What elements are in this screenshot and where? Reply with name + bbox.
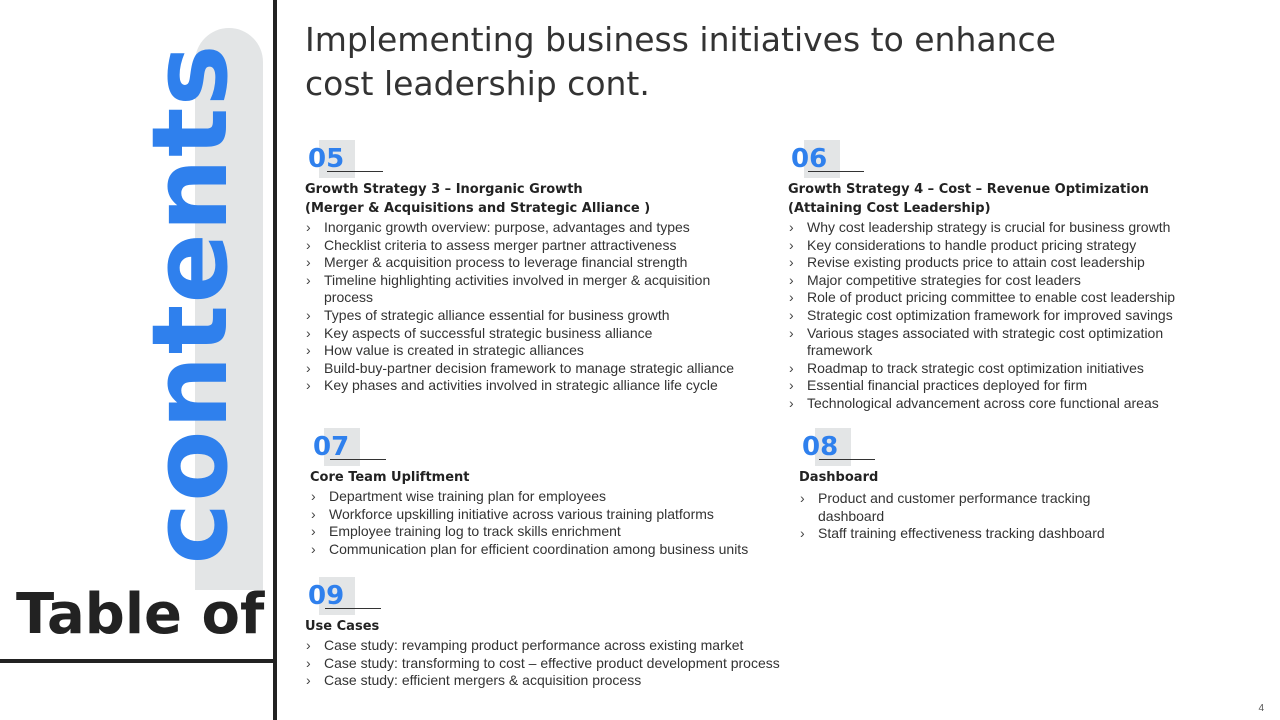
list-item xyxy=(788,395,1208,413)
section-item-list xyxy=(305,637,825,690)
list-item-text: Types of strategic alliance essential for business growth xyxy=(324,306,670,323)
list-item xyxy=(305,307,755,325)
list-item-text: Department wise training plan for employees xyxy=(329,488,607,504)
chevron-right-icon: › xyxy=(800,490,805,506)
section-number-block xyxy=(305,140,755,178)
chevron-right-icon: › xyxy=(311,523,316,540)
chevron-right-icon: › xyxy=(789,394,794,411)
section-heading-line: Dashboard xyxy=(799,470,879,485)
chevron-right-icon: › xyxy=(306,359,311,376)
list-item xyxy=(788,237,1208,255)
list-item-text: Essential financial practices deployed for firm xyxy=(807,377,1088,394)
list-item-text: Why cost leadership strategy is crucial for business growth xyxy=(807,219,1171,235)
sidebar-bottom-rule xyxy=(0,659,273,663)
chevron-right-icon: › xyxy=(789,254,794,271)
chevron-right-icon: › xyxy=(789,306,794,323)
chevron-right-icon: › xyxy=(311,488,316,504)
section-05 xyxy=(305,140,755,395)
section-number: 05 xyxy=(308,144,345,174)
list-item-text: Inorganic growth overview: purpose, advantages and types xyxy=(324,219,690,235)
sidebar-word-contents: contents xyxy=(129,43,251,565)
list-item-text: Case study: revamping product performance across existing market xyxy=(324,637,744,653)
list-item xyxy=(310,488,790,506)
section-heading xyxy=(788,180,1208,218)
list-item-text: Major competitive strategies for cost leaders xyxy=(807,271,1081,288)
section-number-block xyxy=(305,577,825,615)
list-item xyxy=(788,272,1208,290)
list-item xyxy=(788,307,1208,325)
section-item-list xyxy=(799,490,1139,543)
chevron-right-icon: › xyxy=(306,637,311,653)
list-item-text: Roadmap to track strategic cost optimization initiatives xyxy=(807,359,1144,376)
chevron-right-icon: › xyxy=(306,672,311,689)
section-number: 06 xyxy=(791,144,828,174)
list-item xyxy=(788,325,1208,360)
chevron-right-icon: › xyxy=(789,219,794,235)
list-item-text: Employee training log to track skills enrichment xyxy=(329,523,621,540)
section-number-block xyxy=(310,428,790,466)
list-item xyxy=(305,272,755,307)
section-item-list xyxy=(310,488,790,558)
chevron-right-icon: › xyxy=(306,342,311,359)
chevron-right-icon: › xyxy=(306,324,311,341)
list-item-text: Role of product pricing committee to enable cost leadership xyxy=(807,289,1176,306)
list-item-text: Merger & acquisition process to leverage financial strength xyxy=(324,254,688,271)
list-item xyxy=(799,490,1139,525)
section-number: 08 xyxy=(802,432,839,462)
list-item-text: Product and customer performance tracking dashboard xyxy=(818,490,1091,524)
list-item-text: Build-buy-partner decision framework to manage strategic alliance xyxy=(324,359,735,376)
section-item-list xyxy=(788,219,1208,413)
list-item xyxy=(305,637,825,655)
list-item-text: Timeline highlighting activities involved in merger & acquisition process xyxy=(324,271,711,306)
list-item-text: How value is created in strategic alliances xyxy=(324,342,584,359)
list-item xyxy=(305,254,755,272)
chevron-right-icon: › xyxy=(306,306,311,323)
list-item xyxy=(305,377,755,395)
list-item xyxy=(788,360,1208,378)
section-heading xyxy=(305,617,825,636)
list-item-text: Various stages associated with strategic cost optimization framework xyxy=(807,324,1164,359)
list-item xyxy=(788,219,1208,237)
vertical-divider xyxy=(273,0,277,720)
chevron-right-icon: › xyxy=(306,654,311,671)
list-item xyxy=(305,672,825,690)
section-heading-line: Growth Strategy 3 – Inorganic Growth xyxy=(305,182,583,197)
chevron-right-icon: › xyxy=(306,254,311,271)
section-number-block xyxy=(799,428,1139,466)
list-item-text: Checklist criteria to assess merger partner attractiveness xyxy=(324,236,677,253)
list-item xyxy=(310,541,790,559)
section-heading-line: Use Cases xyxy=(305,619,380,634)
section-number-block xyxy=(788,140,1208,178)
list-item xyxy=(799,525,1139,543)
section-heading-line: Core Team Upliftment xyxy=(310,470,470,485)
section-07 xyxy=(310,428,790,558)
chevron-right-icon: › xyxy=(789,324,794,341)
list-item-text: Case study: efficient mergers & acquisition process xyxy=(324,672,642,689)
section-heading-line: (Merger & Acquisitions and Strategic Alliance ) xyxy=(305,201,651,216)
section-heading xyxy=(799,468,1139,487)
chevron-right-icon: › xyxy=(789,377,794,394)
chevron-right-icon: › xyxy=(306,271,311,288)
list-item xyxy=(305,655,825,673)
chevron-right-icon: › xyxy=(789,359,794,376)
list-item xyxy=(305,237,755,255)
chevron-right-icon: › xyxy=(306,236,311,253)
section-number: 07 xyxy=(313,432,350,462)
list-item-text: Revise existing products price to attain cost leadership xyxy=(807,254,1145,271)
list-item-text: Technological advancement across core functional areas xyxy=(807,394,1159,411)
list-item xyxy=(305,325,755,343)
list-item-text: Case study: transforming to cost – effective product development process xyxy=(324,654,780,671)
chevron-right-icon: › xyxy=(306,377,311,394)
chevron-right-icon: › xyxy=(311,505,316,522)
list-item xyxy=(305,219,755,237)
list-item xyxy=(305,360,755,378)
section-08 xyxy=(799,428,1139,543)
section-06 xyxy=(788,140,1208,413)
list-item-text: Key considerations to handle product pricing strategy xyxy=(807,236,1137,253)
section-number: 09 xyxy=(308,581,345,611)
list-item-text: Key aspects of successful strategic business alliance xyxy=(324,324,653,341)
list-item xyxy=(788,254,1208,272)
chevron-right-icon: › xyxy=(311,540,316,557)
section-heading-line: Growth Strategy 4 – Cost – Revenue Optimization xyxy=(788,182,1149,197)
sidebar-word-table-of: Table of xyxy=(16,582,265,647)
page-title: Implementing business initiatives to enhance cost leadership cont. xyxy=(305,20,1056,103)
chevron-right-icon: › xyxy=(789,289,794,306)
list-item xyxy=(788,289,1208,307)
list-item xyxy=(788,377,1208,395)
list-item xyxy=(310,523,790,541)
chevron-right-icon: › xyxy=(789,271,794,288)
list-item xyxy=(305,342,755,360)
list-item-text: Strategic cost optimization framework for improved savings xyxy=(807,306,1173,323)
chevron-right-icon: › xyxy=(306,219,311,235)
chevron-right-icon: › xyxy=(789,236,794,253)
section-09 xyxy=(305,577,825,690)
list-item-text: Staff training effectiveness tracking dashboard xyxy=(818,525,1105,542)
list-item-text: Key phases and activities involved in strategic alliance life cycle xyxy=(324,377,718,394)
list-item xyxy=(310,506,790,524)
list-item-text: Workforce upskilling initiative across various training platforms xyxy=(329,505,714,522)
section-heading xyxy=(310,468,790,487)
chevron-right-icon: › xyxy=(800,525,805,542)
section-item-list xyxy=(305,219,755,395)
section-heading xyxy=(305,180,755,218)
section-heading-line: (Attaining Cost Leadership) xyxy=(788,201,991,216)
page-number: 4 xyxy=(1258,703,1264,714)
list-item-text: Communication plan for efficient coordination among business units xyxy=(329,540,749,557)
